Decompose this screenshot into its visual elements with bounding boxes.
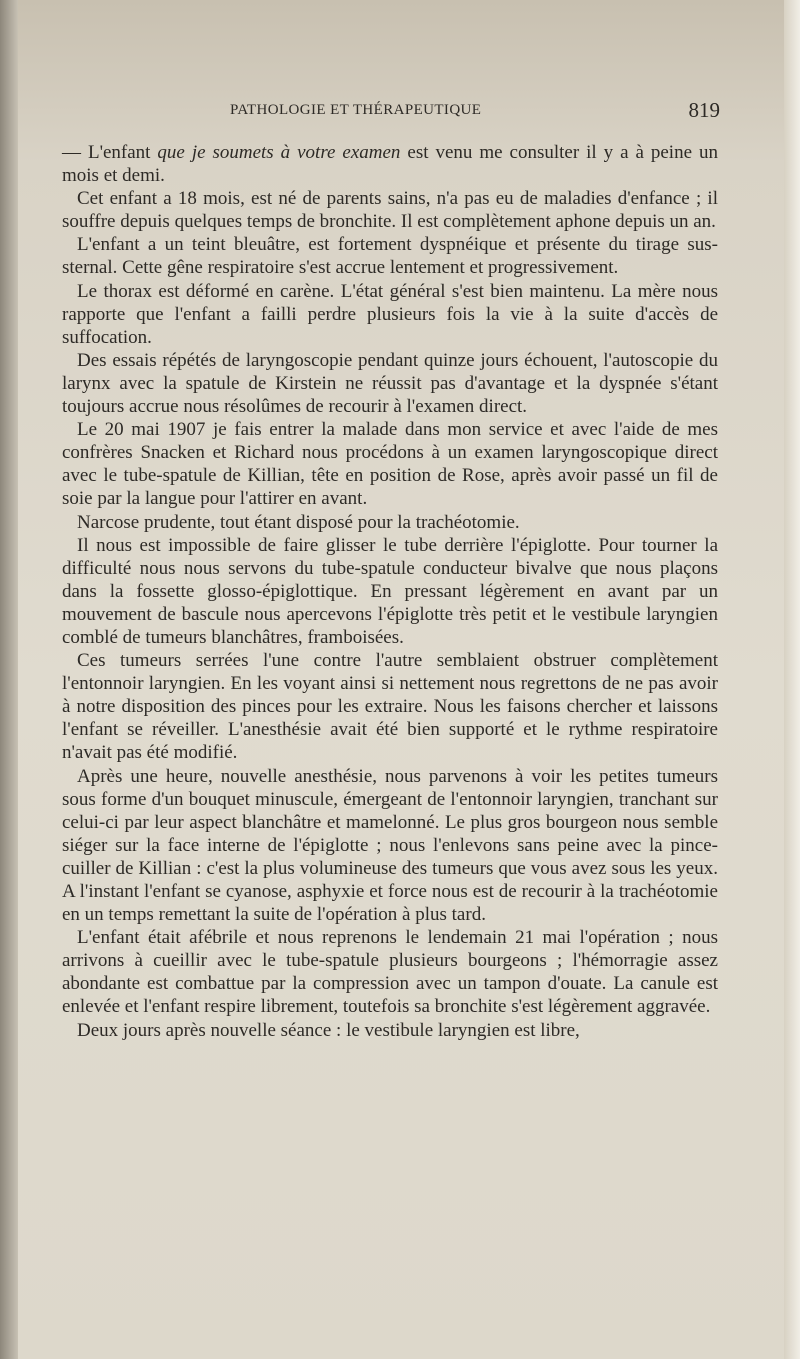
scan-left-edge <box>0 0 18 1359</box>
page-number: 819 <box>688 98 720 122</box>
paragraph-12: Deux jours après nouvelle séance : le vestibule laryngien est libre, <box>77 1019 580 1041</box>
body-text <box>62 141 718 1042</box>
scan-right-edge <box>784 0 800 1359</box>
running-title: PATHOLOGIE ET THÉRAPEUTIQUE <box>230 102 482 118</box>
paragraph-6: Le 20 mai 1907 je fais entrer la malade dans mon service et avec l'aide de mes confrères Snacken et Richard nous procédons à un examen laryngoscopique direct avec le tube-spatule de Killian, tête en position de Rose, après avoir passé un fil de soie par la langue pour l'attirer en avant. <box>62 419 718 510</box>
paragraph-10: Après une heure, nouvelle anesthésie, nous parvenons à voir les petites tumeurs sous forme d'un bouquet minuscule, émergeant de l'entonnoir laryngien, tranchant sur celui-ci par leur aspect blanchâtre et mamelonné. Le plus gros bourgeon nous semble siéger sur la face interne de l'épiglotte ; nous l'enlevons sans peine avec la pince-cuiller de Killian : c'est la plus volumineuse des tumeurs que vous avez sous les yeux. A l'instant l'enfant se cyanose, asphyxie et force nous est de recourir à la trachéotomie en un temps remettant la suite de l'opération à plus tard. <box>62 765 718 926</box>
paragraph-7: Narcose prudente, tout étant disposé pour la trachéotomie. <box>77 511 520 533</box>
paragraph-11: L'enfant était afébrile et nous reprenons le lendemain 21 mai l'opération ; nous arrivons à cueillir avec le tube-spatule plusieurs bourgeons ; l'hémorragie assez abondante est combattue par la compression avec un tampon d'ouate. La canule est enlevée et l'enfant respire librement, toutefois sa bronchite s'est légèrement aggravée. <box>62 927 718 1018</box>
paragraph-1-rest: est venu me consulter il y a à peine un mois et demi. <box>62 142 718 187</box>
paragraph-1-lead: — L'enfant <box>62 142 158 163</box>
page-header <box>62 98 720 126</box>
paragraph-3: L'enfant a un teint bleuâtre, est fortement dyspnéique et présente du tirage sus-sternal. Cette gêne respiratoire s'est accrue lentement et progressivement. <box>62 234 718 279</box>
paragraph-5: Des essais répétés de laryngoscopie pendant quinze jours échouent, l'autoscopie du larynx avec la spatule de Kirstein ne réussit pas d'avantage et la dyspnée s'étant toujours accrue nous résolûmes de recourir à l'examen direct. <box>62 349 718 418</box>
paragraph-9: Ces tumeurs serrées l'une contre l'autre semblaient obstruer complètement l'entonnoir laryngien. En les voyant ainsi si nettement nous regrettons de ne pas avoir à notre disposition des pinces pour les extraire. Nous les faisons chercher et laissons l'enfant se réveiller. L'anesthésie avait été bien supporté et le rythme respiratoire n'avait pas été modifié. <box>62 650 718 764</box>
paragraph-1 <box>62 141 718 187</box>
paragraph-1-italic: que je soumets à votre examen <box>157 142 401 163</box>
paragraph-4: Le thorax est déformé en carène. L'état général s'est bien maintenu. La mère nous rapporte que l'enfant a failli perdre plusieurs fois la vie à la suite d'accès de suffocation. <box>62 280 718 348</box>
paragraph-8: Il nous est impossible de faire glisser le tube derrière l'épiglotte. Pour tourner la difficulté nous nous servons du tube-spatule conducteur bivalve que nous plaçons dans la fossette glosso-épiglottique. En pressant légèrement en avant par un mouvement de bascule nous apercevons l'épiglotte très petit et le vestibule laryngien comblé de tumeurs blanchâtres, framboisées. <box>62 534 718 648</box>
paragraph-2: Cet enfant a 18 mois, est né de parents sains, n'a pas eu de maladies d'enfance ; il souffre depuis quelques temps de bronchite. Il est complètement aphone depuis un an. <box>62 188 718 233</box>
